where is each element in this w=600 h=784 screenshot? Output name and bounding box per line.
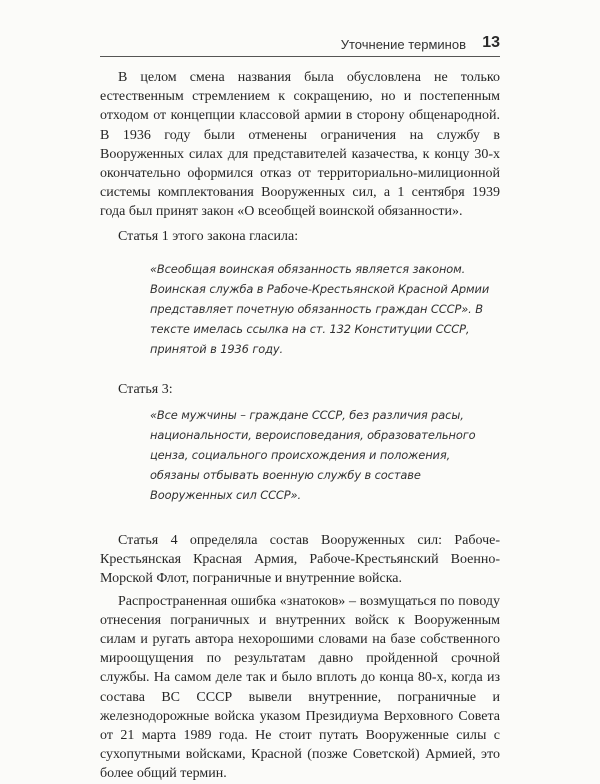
paragraph-3: Распространенная ошибка «знатоков» – возмущаться по поводу отнесения пограничных и внутренних войск к Вооруженным силам и ругать автора нехорошими словами на базе собственного мироощущения по результатам давно пройденной срочной службы. На самом деле так и было вплоть до конца 80-х, когда из состава ВС СССР вывели внутренние, пограничные и железнодорожные войска указом Президиума Верховного Совета от 21 марта 1989 года. Не стоит путать Вооруженные силы с сухопутными войсками, Красной (позже Советской) Армией, это более общий термин. <box>100 593 500 782</box>
running-head: Уточнение терминов <box>340 37 466 52</box>
header-rule <box>100 56 500 57</box>
page-content <box>100 68 500 784</box>
page-number: 13 <box>482 34 500 51</box>
quote-article-1: «Всеобщая воинская обязанность является законом. Воинская служба в Рабоче-Крестьянской Красной Армии представляет почетную обязанность граждан СССР». В тексте имелась ссылка на ст. 132 Конституции СССР, принятой в 1936 году. <box>150 261 490 356</box>
paragraph-1: В целом смена названия была обусловлена не только естественным стремлением к сокращению, но и постепенным отходом от концепции классовой армии в сторону общенародной. В 1936 году были отменены ограничения на службу в Вооруженных силах для представителей казачества, к концу 30-х окончательно оформился отказ от территориально-милиционной системы комплектования Вооруженных сил, а 1 сентября 1939 года был принят закон «О всеобщей воинской обязанности». <box>100 70 500 220</box>
paragraph-2: Статья 4 определяла состав Вооруженных сил: Рабоче-Крестьянская Красная Армия, Рабоче-Крестьянский Военно-Морской Флот, пограничные и внутренние войска. <box>100 533 500 587</box>
article-1-intro: Статья 1 этого закона гласила: <box>118 228 299 244</box>
quote-article-3: «Все мужчины – граждане СССР, без различия расы, национальности, вероисповедания, образовательного ценза, социального происхождения и положения, обязаны отбывать военную службу в составе Вооруженных сил СССР». <box>150 408 476 503</box>
page-header <box>100 34 500 58</box>
article-3-intro: Статья 3: <box>118 381 173 397</box>
